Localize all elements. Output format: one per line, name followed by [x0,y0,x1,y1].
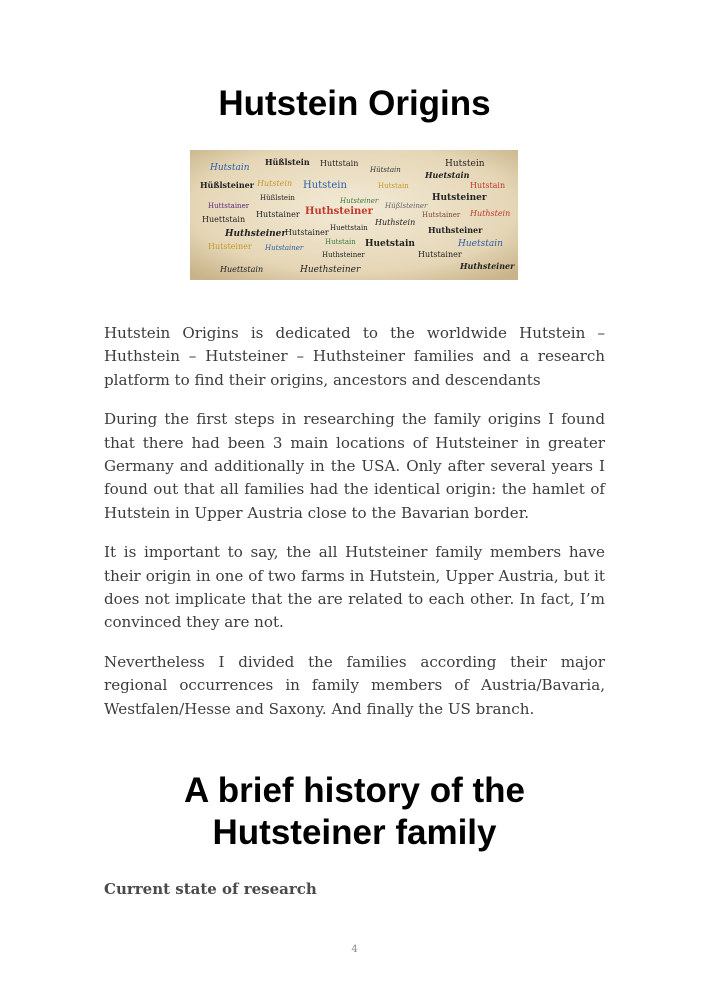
surname-variant: Huttstain [320,159,359,168]
surname-variant: Huthstein [470,209,511,218]
surname-variant: Hutstain [378,182,409,190]
surname-variant: Huettstain [330,224,368,232]
surname-variant: Huethsteiner [300,265,361,275]
surname-variant: Huthsteiner [225,229,287,239]
surname-variant: Huttstainer [208,202,250,210]
surname-variant: Hüßlstein [265,157,310,167]
surname-variant: Hutstein [445,159,485,169]
page-number: 4 [351,944,358,955]
surname-variant: Hutsteiner [208,242,252,251]
surname-variant: Huetstain [365,239,415,249]
paragraph-3: It is important to say, the all Hutsteiner family members have their origin in one of two farms in Hutstein, Upper Austria, but it does not implicate that the are related to each other. In fact, I’m convinced they are not. [104,543,605,632]
surname-variant: Hüßlstein [260,194,295,202]
surname-variant: Hutstainer [422,211,461,219]
surname-variant: Hutstain [325,238,356,246]
surname-variant: Hutsteiner [432,193,487,203]
surname-variant: Huetstain [458,239,503,249]
surname-variant: Huthsteiner [428,225,483,235]
surname-variant: Hutsteiner [340,197,379,205]
intro-text [104,322,605,737]
section-heading-line1: A brief history of the [184,771,525,810]
surname-variant: Hütstain [370,166,401,174]
paragraph-4: Nevertheless I divided the families according their major regional occurrences in family members of Austria/Bavaria, Westfalen/Hesse and Saxony. And finally the US branch. [104,652,605,718]
surname-variant: Hutstainer [256,210,300,219]
surname-variants-banner [190,150,518,280]
section-heading [0,770,709,854]
surname-variant: Huthsteiner [322,251,365,259]
surname-variant: Huthsteiner [305,206,373,217]
section-heading-line2: Hutsteiner family [212,813,497,852]
surname-variant: Hutstein [303,180,347,191]
surname-variant: Huettstain [202,215,246,224]
surname-variant: Huthstein [375,218,416,227]
paragraph-1: Hutstein Origins is dedicated to the worldwide Hutstein – Huthstein – Hutsteiner – Huthsteiner families and a research platform to find their origins, ancestors and descendants [104,324,605,389]
surname-variant: Hutstainer [285,228,329,237]
surname-variant: Huthsteiner [460,261,515,271]
surname-variant: Hutstain [470,181,506,190]
surname-variant: Hüßlsteiner [385,202,428,210]
surname-variant: Hüßlsteiner [200,180,254,190]
surname-variant: Hutstain [210,163,250,173]
surname-variant: Hutstainer [265,244,304,252]
surname-variant: Hutstainer [418,250,462,259]
surname-variant: Huettstain [220,265,264,274]
surname-variant: Hutstein [257,179,293,188]
surname-banner-graphic [190,150,518,280]
surname-variant: Huetstain [425,170,470,180]
subheading: Current state of research [104,880,317,898]
page-title: Hutstein Origins [218,84,491,123]
paragraph-2: During the first steps in researching the family origins I found that there had been 3 main locations of Hutsteiner in greater Germany and additionally in the USA. Only after several years I found out that all families had the identical origin: the hamlet of Hutstein in Upper Austria close to the Bavarian border. [104,410,605,522]
